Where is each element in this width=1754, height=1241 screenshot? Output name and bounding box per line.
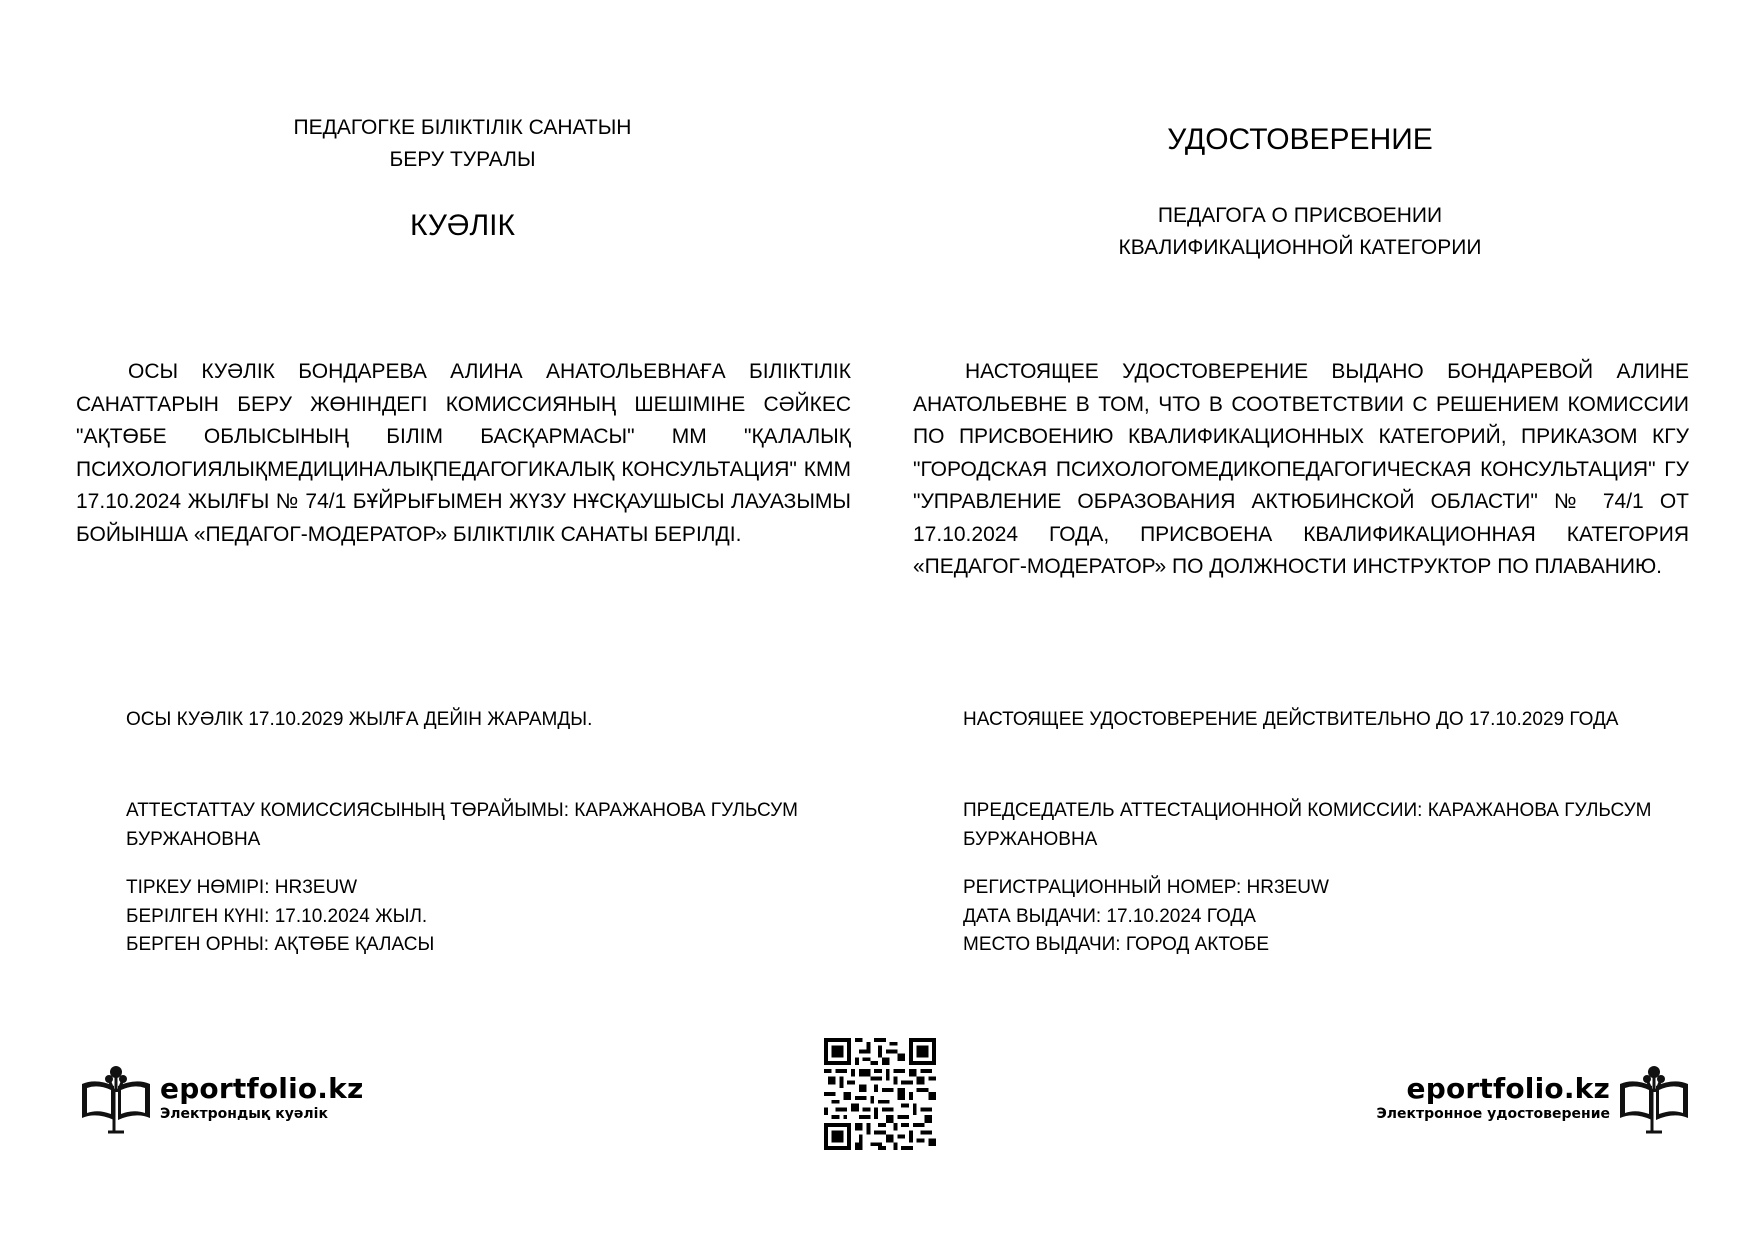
right-reg-number: РЕГИСТРАЦИОННЫЙ НОМЕР: HR3EUW xyxy=(963,877,1329,898)
left-heading-line2: БЕРУ ТУРАЛЫ xyxy=(389,148,536,171)
left-issue-date: БЕРІЛГЕН КҮНІ: 17.10.2024 ЖЫЛ. xyxy=(126,905,428,927)
right-heading-line1: ПЕДАГОГА О ПРИСВОЕНИИ xyxy=(1157,204,1443,227)
book-tree-icon xyxy=(80,1062,152,1134)
book-tree-icon xyxy=(1618,1062,1690,1134)
right-issue-place: МЕСТО ВЫДАЧИ: ГОРОД АКТОБЕ xyxy=(963,934,1270,955)
logo-left xyxy=(80,1062,363,1134)
logo-right-subtitle: Электронное удостоверение xyxy=(1376,1106,1610,1122)
logo-right xyxy=(1376,1062,1690,1134)
logo-left-subtitle: Электрондық куәлік xyxy=(160,1106,328,1122)
right-heading-line2: КВАЛИФИКАЦИОННОЙ КАТЕГОРИИ xyxy=(1118,236,1482,259)
left-registration-block xyxy=(126,874,434,960)
right-body-text: НАСТОЯЩЕЕ УДОСТОВЕРЕНИЕ ВЫДАНО БОНДАРЕВОЙ АЛИНЕ АНАТОЛЬЕВНЕ В ТОМ, ЧТО В СООТВЕТСТВИИ С РЕШЕНИЕМ КОМИССИИ ПО ПРИСВОЕНИЮ КВАЛИФИКАЦИОННЫХ КАТЕГОРИЙ, ПРИКАЗОМ КГУ "ГОРОДСКАЯ ПСИХОЛОГОМЕДИКОПЕДАГОГИЧЕСКАЯ КОНСУЛЬТАЦИЯ" ГУ "УПРАВЛЕНИЕ ОБРАЗОВАНИЯ АКТЮБИНСКОЙ ОБЛАСТИ" № 74/1 ОТ 17.10.2024 ГОДА, ПРИСВОЕНА КВАЛИФИКАЦИОННАЯ КАТЕГОРИЯ «ПЕДАГОГ-МОДЕРАТОР» ПО ДОЛЖНОСТИ ИНСТРУКТОР ПО ПЛАВАНИЮ. xyxy=(913,360,1689,578)
logo-left-text xyxy=(160,1073,363,1123)
left-reg-number: ТІРКЕУ НӨМІРІ: HR3EUW xyxy=(126,877,358,898)
left-title: КУӘЛІК xyxy=(410,209,515,242)
left-chairman: АТТЕСТАТТАУ КОМИССИЯСЫНЫҢ ТӨРАЙЫМЫ: КАРАЖАНОВА ГУЛЬСУМ БУРЖАНОВНА xyxy=(126,800,799,850)
left-issue-place: БЕРГЕН ОРНЫ: АҚТӨБЕ ҚАЛАСЫ xyxy=(126,934,435,955)
qr-code xyxy=(824,1038,936,1155)
right-validity: НАСТОЯЩЕЕ УДОСТОВЕРЕНИЕ ДЕЙСТВИТЕЛЬНО ДО 17.10.2029 ГОДА xyxy=(963,709,1619,730)
right-issue-date: ДАТА ВЫДАЧИ: 17.10.2024 ГОДА xyxy=(963,905,1256,927)
left-heading xyxy=(155,112,770,176)
right-chairman: ПРЕДСЕДАТЕЛЬ АТТЕСТАЦИОННОЙ КОМИССИИ: КАРАЖАНОВА ГУЛЬСУМ БУРЖАНОВНА xyxy=(963,800,1652,850)
logo-right-text xyxy=(1376,1073,1610,1123)
right-registration-block xyxy=(963,874,1329,960)
left-heading-line1: ПЕДАГОГКЕ БІЛІКТІЛІК САНАТЫН xyxy=(293,116,632,139)
right-title: УДОСТОВЕРЕНИЕ xyxy=(1167,123,1433,156)
logo-right-name: eportfolio.kz xyxy=(1406,1072,1610,1105)
right-heading xyxy=(950,200,1650,264)
qr-code-icon xyxy=(824,1038,936,1150)
logo-left-name: eportfolio.kz xyxy=(160,1072,364,1105)
left-body-text: ОСЫ КУӘЛІК БОНДАРЕВА АЛИНА АНАТОЛЬЕВНАҒА БІЛІКТІЛІК САНАТТАРЫН БЕРУ ЖӨНІНДЕГІ КОМИССИЯНЫҢ ШЕШІМІНЕ СӘЙКЕС "АҚТӨБЕ ОБЛЫСЫНЫҢ БІЛІМ БАСҚАРМАСЫ" ММ "ҚАЛАЛЫҚ ПСИХОЛОГИЯЛЫҚМЕДИЦИНАЛЫҚПЕДАГОГИКАЛЫҚ КОНСУЛЬТАЦИЯ" КММ 17.10.2024 ЖЫЛҒЫ № 74/1 БҰЙРЫҒЫМЕН ЖҮЗУ НҰСҚАУШЫСЫ ЛАУАЗЫМЫ БОЙЫНША «ПЕДАГОГ-МОДЕРАТОР» БІЛІКТІЛІК САНАТЫ БЕРІЛДІ. xyxy=(76,360,851,546)
left-validity: ОСЫ КУӘЛІК 17.10.2029 ЖЫЛҒА ДЕЙІН ЖАРАМДЫ. xyxy=(126,709,593,730)
